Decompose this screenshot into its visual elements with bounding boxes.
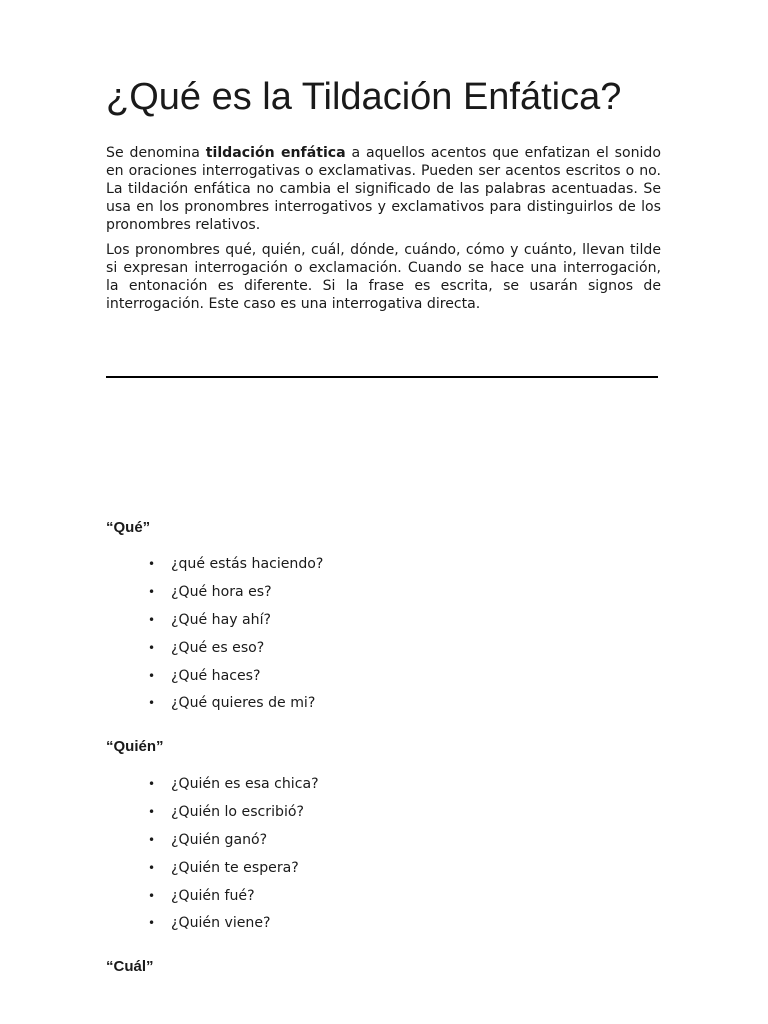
intro-paragraph-bold-term: tildación enfática	[205, 145, 346, 161]
section-heading-quien: “Quién”	[106, 738, 164, 755]
section-heading-que: “Qué”	[106, 519, 151, 536]
page-title: ¿Qué es la Tildación Enfática?	[106, 76, 622, 118]
bullet-icon: •	[148, 668, 156, 683]
bullet-icon: •	[148, 888, 156, 903]
list-item-text: ¿Quién fué?	[171, 887, 255, 904]
bullet-icon: •	[148, 584, 156, 599]
list-item-text: ¿Qué haces?	[171, 667, 261, 684]
list-item-text: ¿Qué es eso?	[171, 639, 265, 656]
bullet-icon: •	[148, 777, 156, 791]
bullet-icon: •	[148, 860, 156, 875]
bullet-icon: •	[148, 916, 156, 931]
list-item-text: ¿Quién lo escribió?	[171, 803, 304, 820]
section-heading-cual: “Cuál”	[106, 958, 154, 975]
list-item-text: ¿Quién viene?	[171, 915, 271, 932]
intro-paragraph-end: a aquellos acentos que enfatizan el sonido en oraciones interrogativas o exclamativas. Pueden ser acentos escritos o no. La tildación enfática no cambia el significado de las palabras acentuadas. Se usa en los pronombres interrogativos y exclamativos para distinguirlos de los pronombres relativos.	[106, 145, 661, 233]
list-item-text: ¿qué estás haciendo?	[171, 556, 324, 572]
list-item-text: ¿Qué hay ahí?	[171, 611, 272, 628]
bullet-icon: •	[148, 640, 156, 655]
bullet-icon: •	[148, 696, 156, 711]
list-item-text: ¿Qué hora es?	[171, 583, 272, 600]
list-item-text: ¿Qué quieres de mi?	[171, 695, 316, 712]
bullet-icon: •	[148, 612, 156, 627]
list-item-text: ¿Quién es esa chica?	[171, 776, 319, 792]
list-item-text: ¿Quién ganó?	[171, 831, 268, 848]
list-item-text: ¿Quién te espera?	[171, 859, 299, 876]
bullet-icon: •	[148, 804, 156, 819]
pronouns-paragraph: Los pronombres qué, quién, cuál, dónde, cuándo, cómo y cuánto, llevan tilde si expresan interrogación o exclamación. Cuando se hace una interrogación, la entonación es diferente. Si la frase es escrita, se usarán signos de interrogación. Este caso es una interrogativa directa.	[106, 242, 661, 312]
bullet-icon: •	[148, 832, 156, 847]
intro-paragraph	[106, 144, 661, 234]
bullet-icon: •	[148, 557, 156, 571]
intro-paragraph-start: Se denomina	[106, 145, 206, 161]
horizontal-divider	[106, 376, 658, 378]
